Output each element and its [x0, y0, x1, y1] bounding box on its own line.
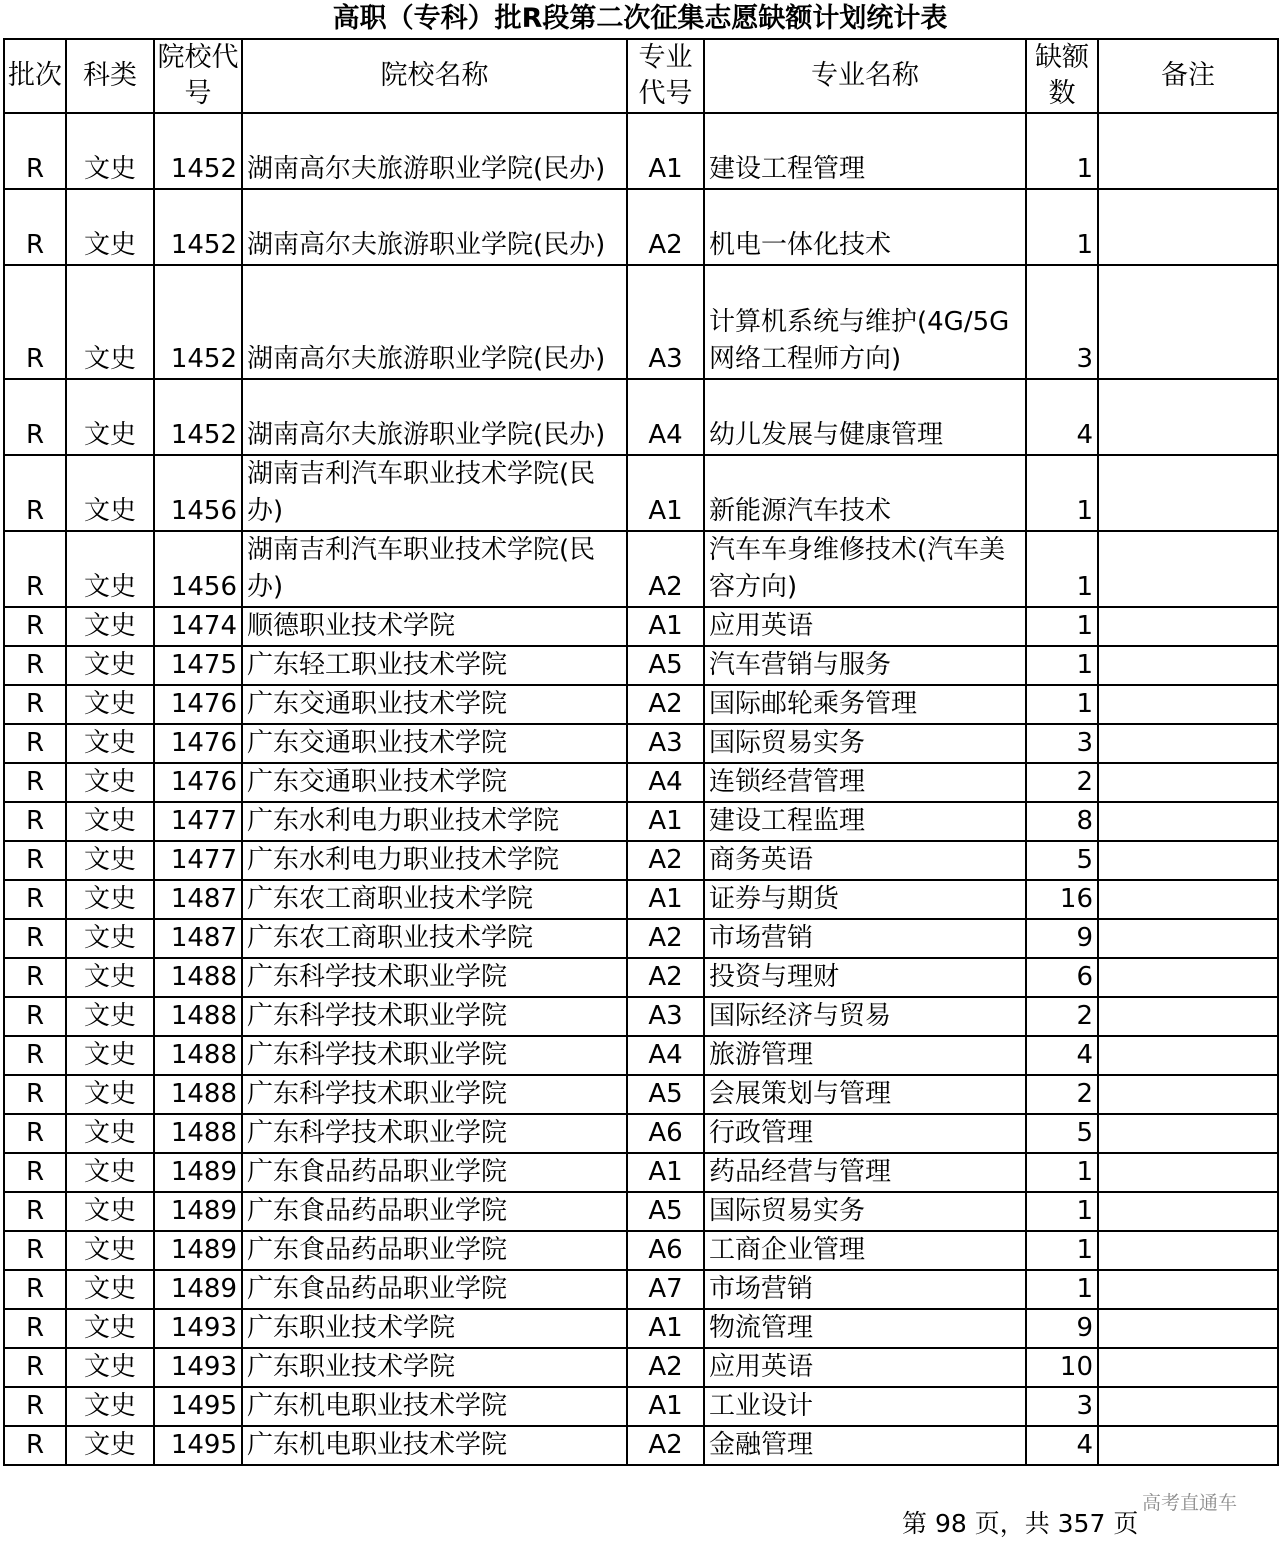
cell-major-code: A1: [627, 1387, 704, 1426]
cell-school-name: 顺德职业技术学院: [242, 607, 627, 646]
cell-type: 文史: [66, 379, 154, 455]
cell-gap: 6: [1026, 958, 1098, 997]
cell-major-code: A1: [627, 455, 704, 531]
cell-gap: 1: [1026, 1231, 1098, 1270]
table-row: [4, 1075, 1278, 1114]
cell-school-name: 广东食品药品职业学院: [242, 1192, 627, 1231]
cell-school-name: 广东轻工职业技术学院: [242, 646, 627, 685]
cell-note: [1098, 1114, 1278, 1153]
cell-note: [1098, 1153, 1278, 1192]
cell-note: [1098, 841, 1278, 880]
cell-major-name: 物流管理: [704, 1309, 1026, 1348]
cell-school-code: 1495: [154, 1426, 242, 1465]
table-row: [4, 1270, 1278, 1309]
cell-major-name: 证券与期货: [704, 880, 1026, 919]
cell-major-code: A5: [627, 646, 704, 685]
table-row: [4, 1348, 1278, 1387]
cell-batch: R: [4, 880, 66, 919]
cell-type: 文史: [66, 802, 154, 841]
cell-batch: R: [4, 1153, 66, 1192]
cell-type: 文史: [66, 1348, 154, 1387]
cell-note: [1098, 189, 1278, 265]
table-row: [4, 1036, 1278, 1075]
header-school-name: 院校名称: [242, 39, 627, 113]
cell-note: [1098, 1309, 1278, 1348]
cell-note: [1098, 919, 1278, 958]
cell-school-code: 1475: [154, 646, 242, 685]
cell-gap: 1: [1026, 531, 1098, 607]
cell-note: [1098, 880, 1278, 919]
cell-major-code: A2: [627, 1426, 704, 1465]
cell-batch: R: [4, 1075, 66, 1114]
cell-school-code: 1489: [154, 1270, 242, 1309]
cell-gap: 1: [1026, 1270, 1098, 1309]
quota-table: [3, 38, 1279, 1466]
table-row: [4, 763, 1278, 802]
cell-gap: 9: [1026, 919, 1098, 958]
cell-batch: R: [4, 455, 66, 531]
cell-school-code: 1489: [154, 1231, 242, 1270]
cell-batch: R: [4, 802, 66, 841]
cell-major-code: A2: [627, 919, 704, 958]
cell-batch: R: [4, 919, 66, 958]
cell-major-code: A7: [627, 1270, 704, 1309]
cell-major-code: A1: [627, 1153, 704, 1192]
table-row: [4, 802, 1278, 841]
cell-major-code: A2: [627, 189, 704, 265]
table-row: [4, 531, 1278, 607]
header-major-name: 专业名称: [704, 39, 1026, 113]
cell-major-code: A3: [627, 997, 704, 1036]
cell-school-name: 广东科学技术职业学院: [242, 1036, 627, 1075]
cell-school-name: 广东机电职业技术学院: [242, 1387, 627, 1426]
cell-major-code: A6: [627, 1231, 704, 1270]
cell-type: 文史: [66, 880, 154, 919]
cell-note: [1098, 1348, 1278, 1387]
cell-type: 文史: [66, 1270, 154, 1309]
cell-gap: 2: [1026, 763, 1098, 802]
cell-type: 文史: [66, 919, 154, 958]
table-row: [4, 1426, 1278, 1465]
cell-type: 文史: [66, 1075, 154, 1114]
table-row: [4, 646, 1278, 685]
cell-type: 文史: [66, 265, 154, 379]
cell-school-name: 湖南高尔夫旅游职业学院(民办): [242, 379, 627, 455]
cell-school-code: 1488: [154, 997, 242, 1036]
cell-school-name: 湖南高尔夫旅游职业学院(民办): [242, 113, 627, 189]
cell-school-code: 1474: [154, 607, 242, 646]
cell-batch: R: [4, 685, 66, 724]
cell-school-name: 湖南吉利汽车职业技术学院(民办): [242, 455, 627, 531]
page-title: 高职（专科）批R段第二次征集志愿缺额计划统计表: [332, 3, 948, 34]
cell-major-name: 建设工程监理: [704, 802, 1026, 841]
table-row: [4, 997, 1278, 1036]
table-row: [4, 1387, 1278, 1426]
cell-type: 文史: [66, 646, 154, 685]
cell-school-code: 1488: [154, 958, 242, 997]
cell-type: 文史: [66, 1036, 154, 1075]
cell-major-code: A4: [627, 1036, 704, 1075]
cell-note: [1098, 113, 1278, 189]
cell-school-name: 广东食品药品职业学院: [242, 1153, 627, 1192]
cell-batch: R: [4, 958, 66, 997]
cell-note: [1098, 958, 1278, 997]
cell-type: 文史: [66, 997, 154, 1036]
cell-major-name: 金融管理: [704, 1426, 1026, 1465]
cell-gap: 1: [1026, 455, 1098, 531]
cell-note: [1098, 455, 1278, 531]
table-row: [4, 724, 1278, 763]
cell-school-name: 湖南高尔夫旅游职业学院(民办): [242, 265, 627, 379]
cell-gap: 9: [1026, 1309, 1098, 1348]
table-row: [4, 1153, 1278, 1192]
cell-gap: 5: [1026, 841, 1098, 880]
cell-school-name: 湖南吉利汽车职业技术学院(民办): [242, 531, 627, 607]
cell-batch: R: [4, 531, 66, 607]
cell-major-code: A2: [627, 1348, 704, 1387]
cell-major-code: A1: [627, 113, 704, 189]
cell-school-code: 1452: [154, 113, 242, 189]
cell-school-code: 1476: [154, 724, 242, 763]
cell-school-name: 广东农工商职业技术学院: [242, 880, 627, 919]
cell-gap: 2: [1026, 997, 1098, 1036]
cell-major-code: A1: [627, 607, 704, 646]
cell-note: [1098, 763, 1278, 802]
cell-gap: 3: [1026, 1387, 1098, 1426]
cell-school-name: 湖南高尔夫旅游职业学院(民办): [242, 189, 627, 265]
cell-major-name: 汽车车身维修技术(汽车美容方向): [704, 531, 1026, 607]
cell-major-code: A5: [627, 1075, 704, 1114]
cell-school-name: 广东科学技术职业学院: [242, 997, 627, 1036]
cell-type: 文史: [66, 724, 154, 763]
cell-school-name: 广东职业技术学院: [242, 1348, 627, 1387]
cell-batch: R: [4, 1192, 66, 1231]
cell-major-name: 应用英语: [704, 1348, 1026, 1387]
cell-major-name: 药品经营与管理: [704, 1153, 1026, 1192]
cell-school-code: 1452: [154, 265, 242, 379]
cell-note: [1098, 379, 1278, 455]
cell-school-code: 1487: [154, 880, 242, 919]
cell-gap: 4: [1026, 379, 1098, 455]
cell-major-code: A1: [627, 880, 704, 919]
cell-school-name: 广东机电职业技术学院: [242, 1426, 627, 1465]
cell-gap: 4: [1026, 1426, 1098, 1465]
header-type: 科类: [66, 39, 154, 113]
cell-school-name: 广东科学技术职业学院: [242, 1114, 627, 1153]
cell-major-code: A4: [627, 763, 704, 802]
cell-note: [1098, 1387, 1278, 1426]
cell-major-name: 新能源汽车技术: [704, 455, 1026, 531]
cell-school-code: 1489: [154, 1192, 242, 1231]
cell-gap: 1: [1026, 113, 1098, 189]
cell-school-code: 1487: [154, 919, 242, 958]
cell-type: 文史: [66, 958, 154, 997]
cell-type: 文史: [66, 113, 154, 189]
table-row: [4, 841, 1278, 880]
cell-batch: R: [4, 841, 66, 880]
table-row: [4, 455, 1278, 531]
cell-school-name: 广东水利电力职业技术学院: [242, 841, 627, 880]
table-row: [4, 919, 1278, 958]
cell-major-name: 国际经济与贸易: [704, 997, 1026, 1036]
cell-note: [1098, 646, 1278, 685]
cell-major-name: 国际邮轮乘务管理: [704, 685, 1026, 724]
cell-major-code: A2: [627, 531, 704, 607]
header-school-code: 院校代号: [154, 39, 242, 113]
cell-note: [1098, 1270, 1278, 1309]
cell-note: [1098, 685, 1278, 724]
cell-gap: 1: [1026, 189, 1098, 265]
table-row: [4, 1231, 1278, 1270]
table-row: [4, 379, 1278, 455]
cell-school-code: 1452: [154, 379, 242, 455]
cell-school-code: 1476: [154, 763, 242, 802]
cell-type: 文史: [66, 1192, 154, 1231]
cell-major-name: 应用英语: [704, 607, 1026, 646]
cell-major-name: 汽车营销与服务: [704, 646, 1026, 685]
cell-type: 文史: [66, 841, 154, 880]
header-batch: 批次: [4, 39, 66, 113]
cell-note: [1098, 1192, 1278, 1231]
cell-major-name: 市场营销: [704, 1270, 1026, 1309]
cell-school-name: 广东交通职业技术学院: [242, 724, 627, 763]
cell-note: [1098, 1075, 1278, 1114]
cell-major-name: 连锁经营管理: [704, 763, 1026, 802]
cell-major-name: 会展策划与管理: [704, 1075, 1026, 1114]
cell-type: 文史: [66, 1153, 154, 1192]
cell-major-code: A1: [627, 1309, 704, 1348]
header-gap: 缺额数: [1026, 39, 1098, 113]
page-number: 第 98 页，共 357 页: [902, 1509, 1139, 1538]
cell-batch: R: [4, 724, 66, 763]
cell-school-code: 1488: [154, 1114, 242, 1153]
cell-batch: R: [4, 1348, 66, 1387]
header-major-code: 专业代号: [627, 39, 704, 113]
cell-note: [1098, 1036, 1278, 1075]
cell-major-code: A2: [627, 958, 704, 997]
cell-school-code: 1495: [154, 1387, 242, 1426]
cell-gap: 2: [1026, 1075, 1098, 1114]
cell-type: 文史: [66, 685, 154, 724]
cell-school-code: 1456: [154, 455, 242, 531]
cell-type: 文史: [66, 607, 154, 646]
cell-batch: R: [4, 607, 66, 646]
cell-gap: 1: [1026, 607, 1098, 646]
cell-note: [1098, 1426, 1278, 1465]
cell-major-name: 市场营销: [704, 919, 1026, 958]
table-header-row: [4, 39, 1278, 113]
cell-major-code: A4: [627, 379, 704, 455]
cell-batch: R: [4, 997, 66, 1036]
cell-major-name: 建设工程管理: [704, 113, 1026, 189]
cell-school-name: 广东交通职业技术学院: [242, 685, 627, 724]
cell-major-name: 国际贸易实务: [704, 1192, 1026, 1231]
table-row: [4, 265, 1278, 379]
cell-gap: 1: [1026, 1153, 1098, 1192]
cell-batch: R: [4, 646, 66, 685]
cell-school-code: 1493: [154, 1348, 242, 1387]
cell-major-name: 旅游管理: [704, 1036, 1026, 1075]
cell-school-code: 1493: [154, 1309, 242, 1348]
cell-note: [1098, 724, 1278, 763]
cell-major-code: A1: [627, 802, 704, 841]
cell-major-code: A5: [627, 1192, 704, 1231]
cell-batch: R: [4, 379, 66, 455]
cell-batch: R: [4, 1270, 66, 1309]
cell-school-name: 广东交通职业技术学院: [242, 763, 627, 802]
cell-major-code: A6: [627, 1114, 704, 1153]
cell-gap: 5: [1026, 1114, 1098, 1153]
table-row: [4, 1192, 1278, 1231]
cell-gap: 4: [1026, 1036, 1098, 1075]
cell-batch: R: [4, 1036, 66, 1075]
cell-school-code: 1477: [154, 841, 242, 880]
cell-school-code: 1477: [154, 802, 242, 841]
cell-major-name: 幼儿发展与健康管理: [704, 379, 1026, 455]
cell-batch: R: [4, 265, 66, 379]
cell-batch: R: [4, 763, 66, 802]
cell-batch: R: [4, 1231, 66, 1270]
cell-gap: 1: [1026, 1192, 1098, 1231]
cell-school-name: 广东科学技术职业学院: [242, 958, 627, 997]
cell-gap: 16: [1026, 880, 1098, 919]
cell-type: 文史: [66, 1426, 154, 1465]
table-row: [4, 1114, 1278, 1153]
cell-note: [1098, 265, 1278, 379]
cell-major-name: 国际贸易实务: [704, 724, 1026, 763]
watermark: 高考直通车: [1142, 1492, 1238, 1514]
cell-school-code: 1489: [154, 1153, 242, 1192]
cell-school-name: 广东农工商职业技术学院: [242, 919, 627, 958]
cell-major-code: A3: [627, 724, 704, 763]
table-row: [4, 113, 1278, 189]
cell-school-code: 1456: [154, 531, 242, 607]
header-note: 备注: [1098, 39, 1278, 113]
cell-type: 文史: [66, 1387, 154, 1426]
cell-major-name: 计算机系统与维护(4G/5G网络工程师方向): [704, 265, 1026, 379]
cell-batch: R: [4, 113, 66, 189]
cell-school-name: 广东食品药品职业学院: [242, 1270, 627, 1309]
cell-school-name: 广东科学技术职业学院: [242, 1075, 627, 1114]
table-row: [4, 607, 1278, 646]
cell-batch: R: [4, 1387, 66, 1426]
cell-school-code: 1452: [154, 189, 242, 265]
cell-major-name: 行政管理: [704, 1114, 1026, 1153]
table-row: [4, 189, 1278, 265]
cell-batch: R: [4, 1114, 66, 1153]
cell-school-name: 广东水利电力职业技术学院: [242, 802, 627, 841]
cell-school-code: 1488: [154, 1075, 242, 1114]
cell-major-code: A2: [627, 685, 704, 724]
cell-school-code: 1476: [154, 685, 242, 724]
cell-type: 文史: [66, 455, 154, 531]
cell-major-code: A2: [627, 841, 704, 880]
table-row: [4, 685, 1278, 724]
cell-school-name: 广东职业技术学院: [242, 1309, 627, 1348]
cell-gap: 3: [1026, 265, 1098, 379]
cell-school-code: 1488: [154, 1036, 242, 1075]
cell-type: 文史: [66, 763, 154, 802]
cell-major-code: A3: [627, 265, 704, 379]
cell-gap: 1: [1026, 646, 1098, 685]
cell-note: [1098, 802, 1278, 841]
cell-note: [1098, 607, 1278, 646]
cell-major-name: 商务英语: [704, 841, 1026, 880]
cell-batch: R: [4, 189, 66, 265]
cell-type: 文史: [66, 1114, 154, 1153]
cell-note: [1098, 1231, 1278, 1270]
cell-gap: 3: [1026, 724, 1098, 763]
table-body: [4, 113, 1278, 1465]
cell-type: 文史: [66, 189, 154, 265]
cell-type: 文史: [66, 1309, 154, 1348]
cell-batch: R: [4, 1309, 66, 1348]
cell-note: [1098, 997, 1278, 1036]
table-row: [4, 880, 1278, 919]
cell-gap: 1: [1026, 685, 1098, 724]
cell-note: [1098, 531, 1278, 607]
cell-gap: 8: [1026, 802, 1098, 841]
table-row: [4, 1309, 1278, 1348]
cell-major-name: 工商企业管理: [704, 1231, 1026, 1270]
cell-major-name: 机电一体化技术: [704, 189, 1026, 265]
cell-gap: 10: [1026, 1348, 1098, 1387]
cell-major-name: 工业设计: [704, 1387, 1026, 1426]
table-row: [4, 958, 1278, 997]
cell-major-name: 投资与理财: [704, 958, 1026, 997]
cell-type: 文史: [66, 1231, 154, 1270]
cell-school-name: 广东食品药品职业学院: [242, 1231, 627, 1270]
cell-batch: R: [4, 1426, 66, 1465]
cell-type: 文史: [66, 531, 154, 607]
